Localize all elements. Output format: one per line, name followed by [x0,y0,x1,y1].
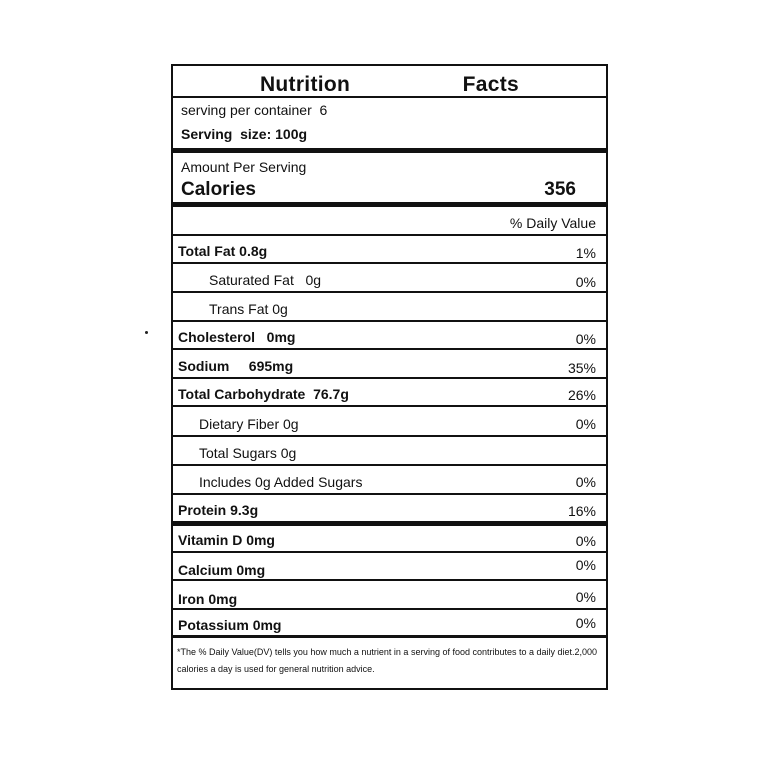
daily-value-header: % Daily Value [509,215,596,231]
serving-size: Serving size: 100g [181,126,308,142]
nutrient-label: Vitamin D 0mg [178,532,275,548]
nutrient-label: Dietary Fiber 0g [199,416,299,432]
nutrient-label: Potassium 0mg [178,617,282,633]
nutrient-label: Total Carbohydrate 76.7g [178,386,349,402]
nutrient-label: Includes 0g Added Sugars [199,474,363,490]
divider [173,320,606,322]
nutrient-dv: 0% [575,331,596,347]
nutrient-dv: 16% [567,503,596,519]
divider [173,234,606,236]
divider [173,464,606,466]
nutrient-label: Iron 0mg [178,591,238,607]
amount-per-serving: Amount Per Serving [181,159,307,175]
nutrient-label: Saturated Fat 0g [209,272,322,288]
divider [173,291,606,293]
thick-divider [173,148,606,153]
divider [173,493,606,495]
nutrient-dv: 0% [575,474,596,490]
stray-dot [145,331,148,334]
footnote: *The % Daily Value(DV) tells you how much a nutrient in a serving of food contributes to a daily diet.2,000 calories a day is used for general nutrition advice. [177,647,598,674]
nutrient-dv: 0% [575,589,596,605]
divider [173,262,606,264]
divider [173,96,606,98]
divider [173,608,606,610]
nutrient-label: Sodium 695mg [178,358,294,374]
nutrient-dv: 0% [575,274,596,290]
thick-divider [173,521,606,526]
nutrient-dv: 0% [575,557,596,573]
calories-label: Calories [181,179,256,200]
divider [173,348,606,350]
nutrient-dv: 0% [575,416,596,432]
nutrition-facts-label [171,64,608,690]
nutrient-label: Total Fat 0.8g [178,243,268,259]
nutrient-label: Cholesterol 0mg [178,329,296,345]
servings-per-container: serving per container 6 [181,102,328,118]
nutrient-label: Protein 9.3g [178,502,259,518]
nutrient-label: Total Sugars 0g [199,445,297,461]
divider [173,579,606,581]
divider [173,435,606,437]
thick-divider [173,202,606,207]
nutrient-dv: 1% [575,245,596,261]
divider [173,377,606,379]
divider [173,405,606,407]
label-title: Nutrition Facts [259,73,520,96]
calories-value: 356 [544,179,576,200]
divider [173,551,606,553]
nutrient-dv: 35% [567,360,596,376]
nutrient-label: Trans Fat 0g [209,301,288,317]
nutrient-label: Calcium 0mg [178,562,266,578]
nutrient-dv: 26% [567,387,596,403]
nutrient-dv: 0% [575,533,596,549]
divider [173,635,606,638]
nutrient-dv: 0% [575,615,596,631]
